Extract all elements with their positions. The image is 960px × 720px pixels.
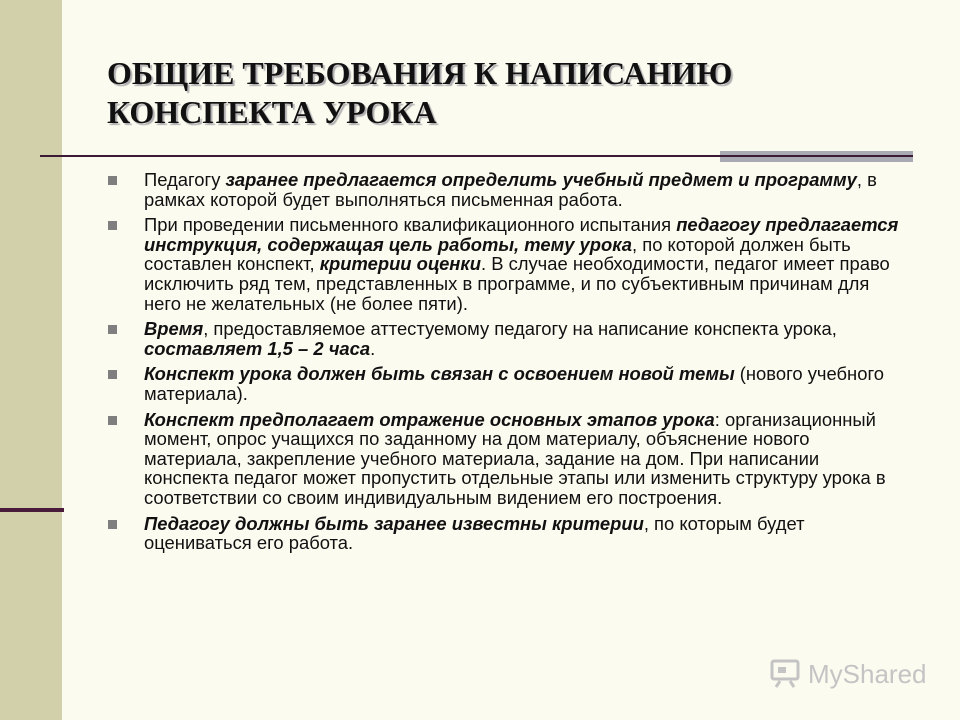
left-band-accent-line [0,508,64,512]
body-text: , по которым будет оцениваться его работа. [144,512,805,554]
emphasized-text: Педагогу должны быть заранее известны критерии [144,512,644,534]
body-text: . [370,337,376,359]
emphasized-text: заранее предлагается определить учебный предмет и программу [225,169,857,190]
square-bullet-icon [108,221,117,230]
list-item [108,364,908,403]
emphasized-text: составляет 1,5 – 2 часа [144,337,371,359]
body-text: , по которой должен быть составлен конспект, [144,233,851,275]
list-item [108,410,908,508]
body-text: , в рамках которой будет выполняться письменная работа. [144,169,877,210]
emphasized-text: Конспект урока должен быть связан с освоением новой темы [144,363,735,385]
title-divider-accent [720,151,913,162]
square-bullet-icon [108,176,117,185]
body-text: , предоставляемое аттестуемому педагогу на написание конспекта урока, [203,318,837,340]
list-item [108,514,908,553]
body-text: : организационный момент, опрос учащихся по заданному на дом материалу, объяснение нового материала, закрепление учебного материала, задание на дом. При написании конспекта педагог может пропустить отдельные этапы или изменить структуру урока в соответствии со своим индивидуальным видением его построения. [144,408,886,508]
square-bullet-icon [108,370,117,379]
square-bullet-icon [108,416,117,425]
body-text: (нового учебного материала). [144,363,884,404]
emphasized-text: критерии оценки [319,253,481,275]
slide-title-line-1: ОБЩИЕ ТРЕБОВАНИЯ К НАПИСАНИЮ [107,55,733,91]
list-item [108,319,908,358]
list-item [108,215,908,313]
left-decorative-band [0,0,62,720]
square-bullet-icon [108,520,117,529]
watermark [770,658,927,690]
body-text: . В случае необходимости, педагог имеет право исключить ряд тем, представленных в программе, и по субъективным причинам для него не желательных (не более пяти). [144,253,890,314]
bullet-list [108,170,908,559]
projector-screen-icon [770,659,804,689]
body-text: Педагогу [144,169,226,190]
slide-title [107,54,867,132]
emphasized-text: педагогу предлагается инструкция, содержащая цель работы, тему урока [144,214,899,255]
slide-title-line-2: КОНСПЕКТА УРОКА [107,94,437,130]
square-bullet-icon [108,325,117,334]
list-item [108,170,908,209]
emphasized-text: Время [144,318,204,340]
body-text: При проведении письменного квалификационного испытания [144,214,677,236]
watermark-text: MyShared [808,658,927,689]
emphasized-text: Конспект предполагает отражение основных этапов урока [144,408,715,430]
